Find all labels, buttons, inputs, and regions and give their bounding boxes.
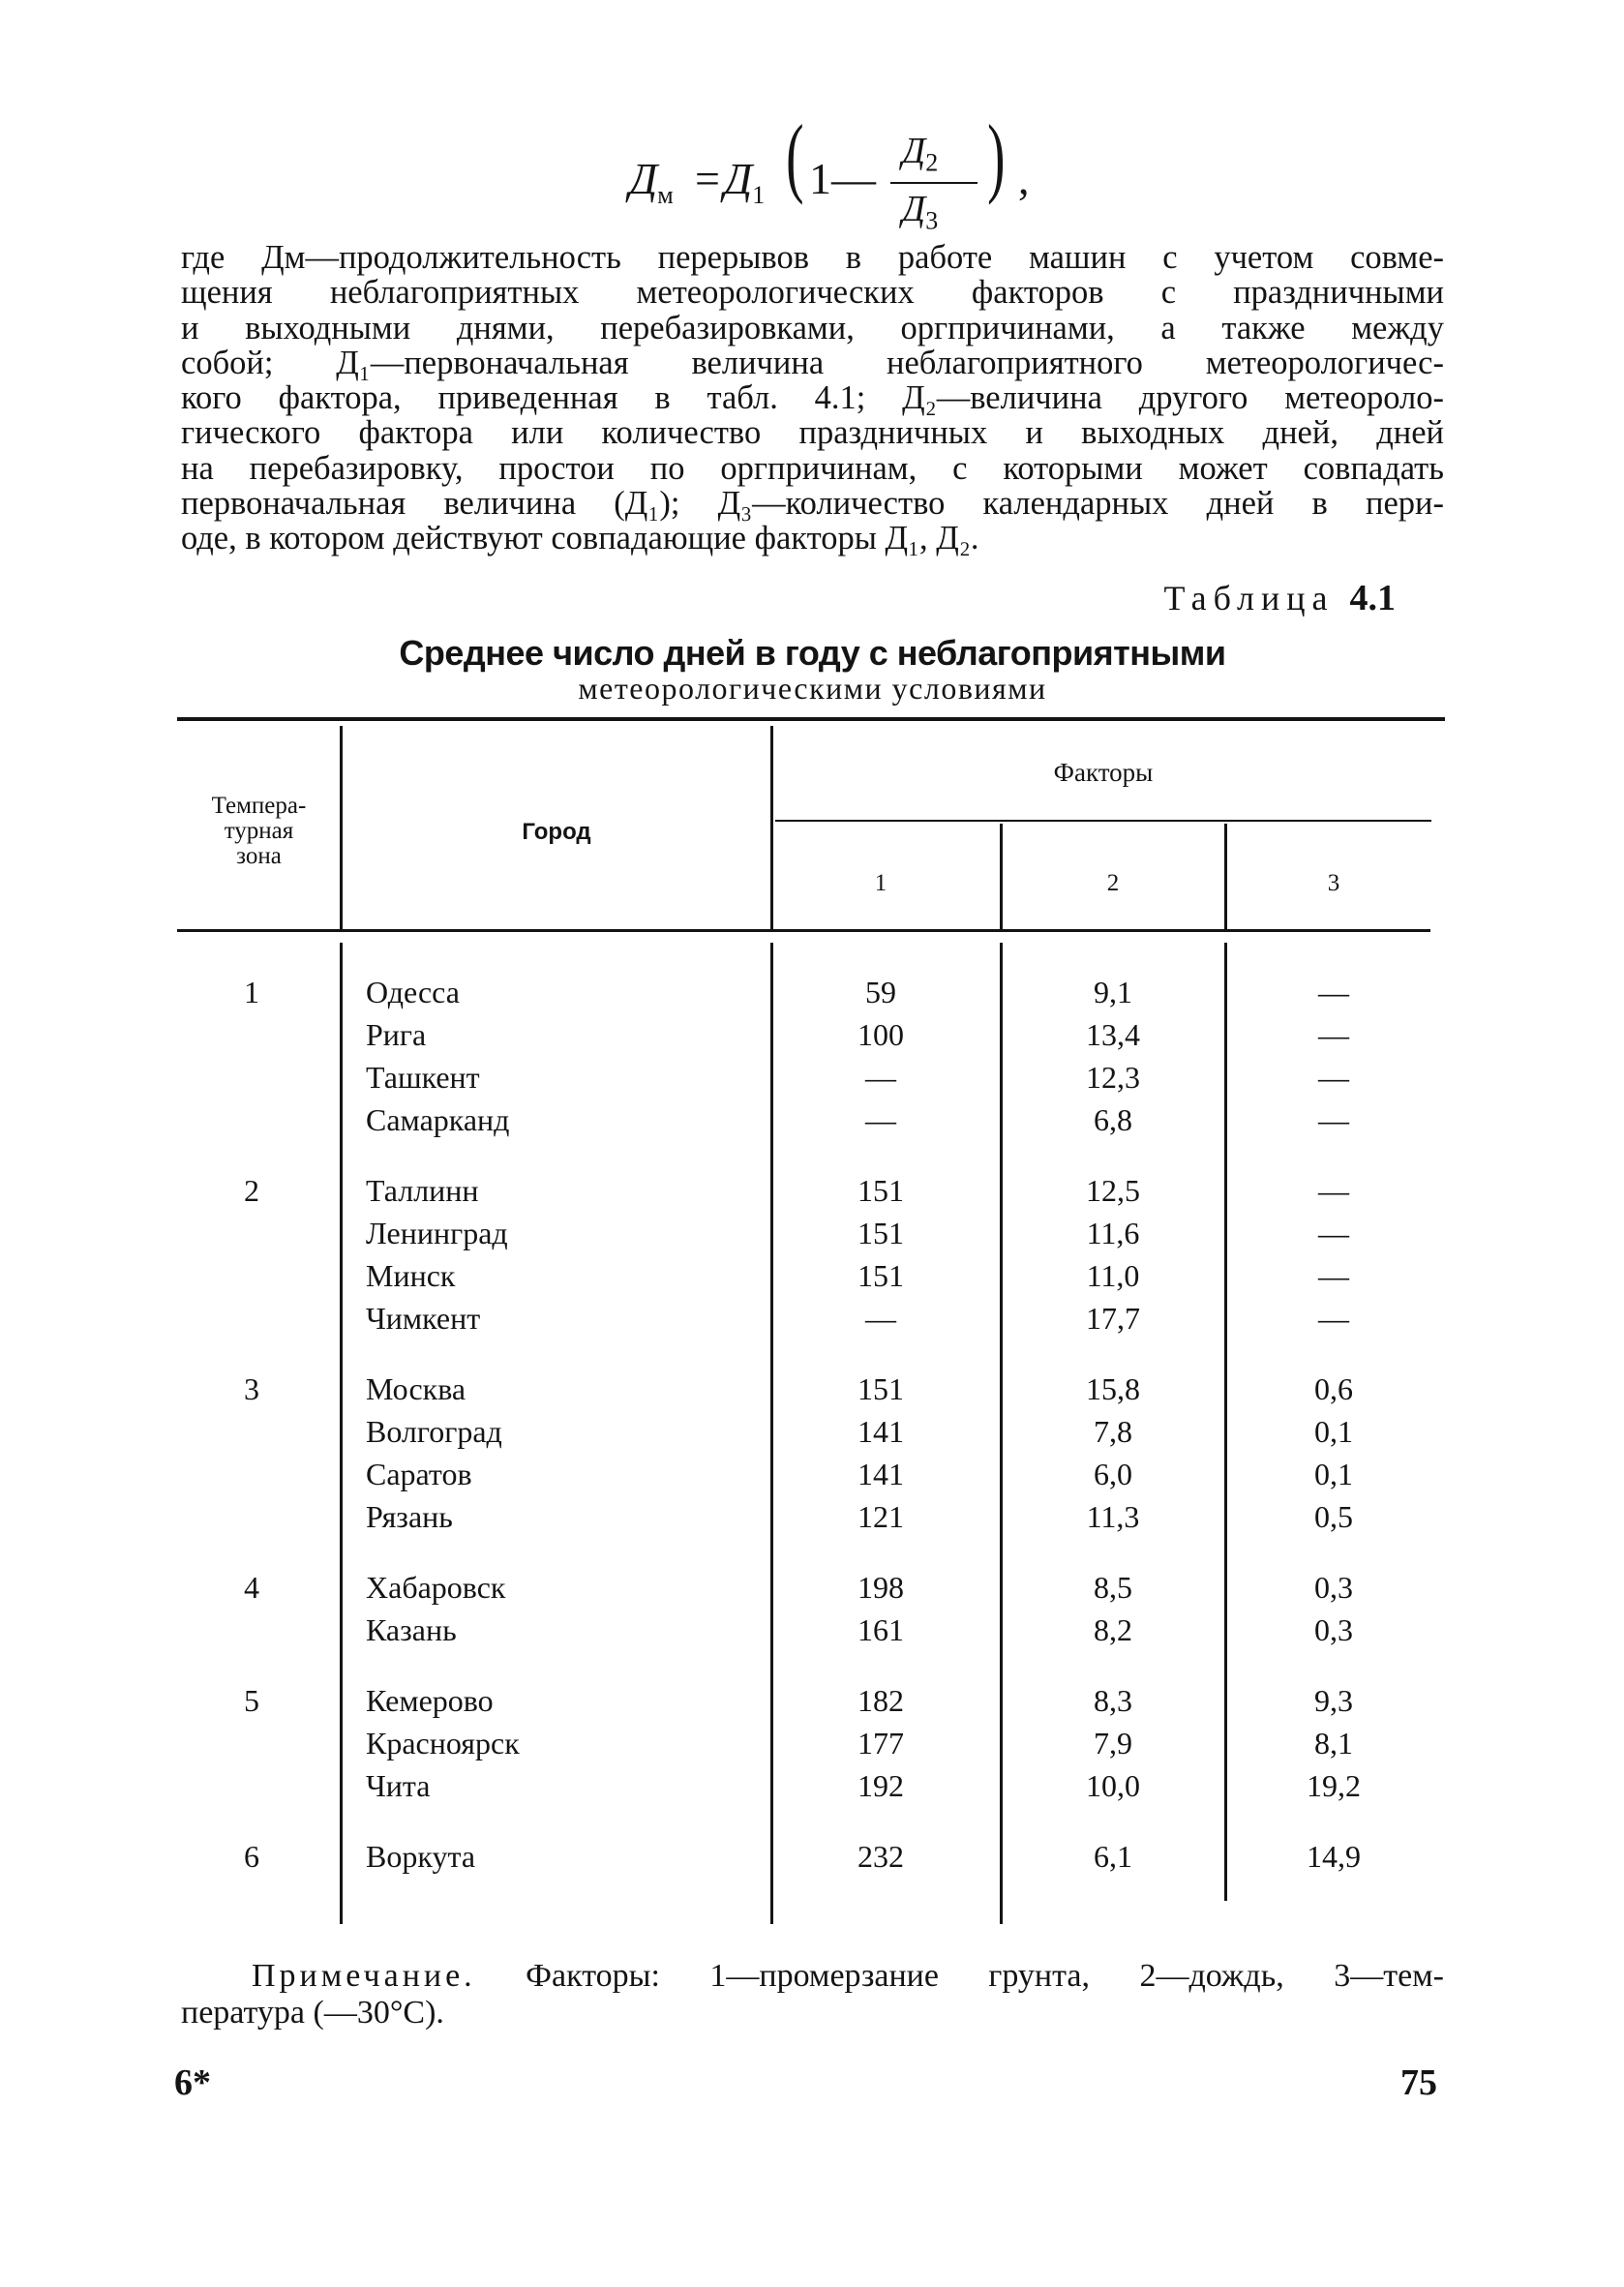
header-divider bbox=[340, 726, 343, 929]
table-cell-f3: — bbox=[1318, 1173, 1349, 1208]
table-cell-f2: 6,1 bbox=[1094, 1839, 1132, 1874]
formula-lhs: $Д_м$ bbox=[629, 154, 674, 210]
table-cell-f2: 8,5 bbox=[1094, 1570, 1132, 1605]
paragraph-line: кого фактора, приведенная в табл. 4.1; Д₂—величина другого метеороло- bbox=[181, 379, 1444, 417]
table-cell-city: Чимкент bbox=[366, 1301, 481, 1336]
table-cell-zone bbox=[232, 1212, 271, 1254]
paragraph-line: оде, в котором действуют совпадающие факторы Д₁, Д₂. bbox=[181, 520, 979, 557]
table-cell-city: Волгоград bbox=[366, 1414, 502, 1449]
note-label: Примечание. bbox=[252, 1958, 476, 1994]
table-cell-f2: 11,6 bbox=[1086, 1216, 1140, 1250]
table-subtitle: метеорологическими условиями bbox=[578, 671, 1047, 706]
header-factor-1: 1 bbox=[874, 870, 887, 896]
table-cell-f2: 11,3 bbox=[1086, 1499, 1140, 1534]
header-factor-2: 2 bbox=[1106, 870, 1120, 896]
formula-left-paren: ( bbox=[786, 106, 804, 205]
table-header-rule bbox=[177, 929, 1430, 932]
table-cell-zone: 3 bbox=[244, 1371, 259, 1406]
table-cell-f1: 198 bbox=[857, 1570, 904, 1605]
table-cell-f2: 12,3 bbox=[1086, 1060, 1140, 1095]
table-cell-zone: 4 bbox=[244, 1570, 259, 1605]
table-cell-city: Самарканд bbox=[366, 1102, 510, 1137]
paragraph-line: гического фактора или количество праздничных и выходных дней, дней bbox=[181, 414, 1444, 452]
table-cell-f2: 17,7 bbox=[1086, 1301, 1140, 1336]
table-cell-f3: 0,3 bbox=[1314, 1570, 1353, 1605]
header-factors: Факторы bbox=[1053, 758, 1154, 787]
table-cell-f2: 7,9 bbox=[1094, 1726, 1132, 1760]
table-cell-f3: — bbox=[1318, 1216, 1349, 1250]
table-cell-city: Красноярск bbox=[366, 1726, 520, 1760]
table-cell-city: Ташкент bbox=[366, 1060, 480, 1095]
body-divider bbox=[770, 943, 773, 1924]
note-line-2: пература (—30°С). bbox=[181, 1995, 444, 2031]
table-cell-zone bbox=[232, 1013, 271, 1056]
table-cell-f1: 192 bbox=[857, 1768, 904, 1803]
table-cell-f1: 121 bbox=[857, 1499, 904, 1534]
table-cell-f1: 59 bbox=[865, 975, 896, 1009]
table-cell-f2: 8,2 bbox=[1094, 1612, 1132, 1647]
paragraph-line: первоначальная величина (Д₁); Д₃—количество календарных дней в пери- bbox=[181, 485, 1444, 523]
paragraph-line: и выходными днями, перебазировками, оргпричинами, а также между bbox=[181, 309, 1444, 346]
note-line-1: Факторы: 1—промерзание грунта, 2—дождь, 3—тем- bbox=[526, 1958, 1444, 1994]
table-cell-f1: 151 bbox=[857, 1258, 904, 1293]
formula-comma: , bbox=[1018, 154, 1030, 203]
table-cell-f1: 232 bbox=[857, 1839, 904, 1874]
table-cell-f3: — bbox=[1318, 1017, 1349, 1052]
formula-d1: $Д_1$ bbox=[724, 154, 766, 210]
table-cell-f3: 8,1 bbox=[1314, 1726, 1353, 1760]
table-cell-zone bbox=[232, 1098, 271, 1141]
table-cell-f2: 10,0 bbox=[1086, 1768, 1140, 1803]
table-cell-f2: 8,3 bbox=[1094, 1683, 1132, 1718]
table-cell-f2: 13,4 bbox=[1086, 1017, 1140, 1052]
table-cell-city: Рязань bbox=[366, 1499, 453, 1534]
table-cell-f2: 15,8 bbox=[1086, 1371, 1140, 1406]
table-cell-zone bbox=[232, 1410, 271, 1453]
table-cell-zone: 6 bbox=[244, 1839, 259, 1874]
formula-numerator: $Д_2$ bbox=[902, 131, 939, 177]
formula-one-minus: 1— bbox=[809, 154, 876, 203]
table-cell-f1: 141 bbox=[857, 1457, 904, 1491]
table-cell-f2: 6,8 bbox=[1094, 1102, 1132, 1137]
table-cell-f2: 12,5 bbox=[1086, 1173, 1140, 1208]
header-divider bbox=[1000, 824, 1003, 929]
table-cell-zone bbox=[232, 1297, 271, 1339]
table-cell-zone bbox=[232, 1495, 271, 1538]
header-zone: Темпера- турная зона bbox=[211, 793, 307, 869]
table-cell-f1: — bbox=[865, 1301, 896, 1336]
table-cell-f3: — bbox=[1318, 1102, 1349, 1137]
paragraph-line: где Дм—продолжительность перерывов в работе машин с учетом совме- bbox=[181, 239, 1444, 276]
table-cell-f1: 151 bbox=[857, 1173, 904, 1208]
table-cell-f3: — bbox=[1318, 1258, 1349, 1293]
header-divider bbox=[770, 726, 773, 929]
table-cell-f1: 100 bbox=[857, 1017, 904, 1052]
table-cell-f3: — bbox=[1318, 975, 1349, 1009]
table-cell-f3: 0,1 bbox=[1314, 1457, 1353, 1491]
explanation-paragraph bbox=[181, 240, 1444, 557]
table-cell-f3: 0,3 bbox=[1314, 1612, 1353, 1647]
table-note bbox=[181, 1958, 1444, 2031]
table-cell-f3: — bbox=[1318, 1060, 1349, 1095]
table-cell-f1: 151 bbox=[857, 1371, 904, 1406]
table-cell-f1: 182 bbox=[857, 1683, 904, 1718]
table-cell-f1: 177 bbox=[857, 1726, 904, 1760]
table-cell-f2: 11,0 bbox=[1086, 1258, 1140, 1293]
table-cell-f3: 19,2 bbox=[1307, 1768, 1361, 1803]
formula-fraction-bar bbox=[890, 182, 977, 184]
table-cell-city: Кемерово bbox=[366, 1683, 494, 1718]
table-top-rule bbox=[177, 717, 1445, 721]
table-cell-zone bbox=[232, 1056, 271, 1098]
formula-denominator: $Д_3$ bbox=[902, 189, 939, 235]
table-cell-zone bbox=[232, 1254, 271, 1297]
table-cell-f2: 9,1 bbox=[1094, 975, 1132, 1009]
table-cell-f3: 14,9 bbox=[1307, 1839, 1361, 1874]
formula bbox=[629, 106, 1036, 242]
paragraph-line: собой; Д₁—первоначальная величина неблагоприятного метеорологичес- bbox=[181, 344, 1444, 381]
header-city: Город bbox=[522, 819, 591, 845]
table-cell-f1: 141 bbox=[857, 1414, 904, 1449]
table-cell-f2: 6,0 bbox=[1094, 1457, 1132, 1491]
table-cell-city: Ленинград bbox=[366, 1216, 508, 1250]
formula-equals: = bbox=[695, 154, 720, 203]
signature-mark: 6* bbox=[174, 2062, 211, 2103]
body-divider bbox=[1224, 943, 1227, 1901]
paragraph-line: щения неблагоприятных метеорологических факторов с праздничными bbox=[181, 274, 1444, 312]
table-cell-zone bbox=[232, 1764, 271, 1807]
table-cell-city: Воркута bbox=[366, 1839, 476, 1874]
paragraph-line: на перебазировку, простои по оргпричинам, с которыми может совпадать bbox=[181, 449, 1444, 487]
table-cell-city: Одесса bbox=[366, 975, 460, 1009]
table-cell-city: Минск bbox=[366, 1258, 456, 1293]
table-cell-f3: 0,6 bbox=[1314, 1371, 1353, 1406]
table-cell-city: Москва bbox=[366, 1371, 466, 1406]
table-cell-zone bbox=[232, 1453, 271, 1495]
table-cell-zone bbox=[232, 1722, 271, 1764]
table-cell-f1: — bbox=[865, 1060, 896, 1095]
factors-underline bbox=[775, 820, 1431, 822]
table-cell-f3: — bbox=[1318, 1301, 1349, 1336]
table-cell-zone: 1 bbox=[244, 975, 259, 1009]
table-cell-city: Рига bbox=[366, 1017, 427, 1052]
table-number: Таблица 4.1 bbox=[1163, 578, 1396, 618]
table-cell-f1: 161 bbox=[857, 1612, 904, 1647]
table-cell-zone bbox=[232, 1609, 271, 1651]
body-divider bbox=[1000, 943, 1003, 1924]
table-cell-f3: 0,1 bbox=[1314, 1414, 1353, 1449]
table-cell-f3: 0,5 bbox=[1314, 1499, 1353, 1534]
table-cell-zone: 5 bbox=[244, 1683, 259, 1718]
table-cell-city: Таллинн bbox=[366, 1173, 479, 1208]
body-divider bbox=[340, 943, 343, 1924]
table-cell-f3: 9,3 bbox=[1314, 1683, 1353, 1718]
header-factor-3: 3 bbox=[1327, 870, 1340, 896]
table-cell-zone: 2 bbox=[244, 1173, 259, 1208]
header-divider bbox=[1224, 824, 1227, 929]
table-cell-city: Казань bbox=[366, 1612, 457, 1647]
table-cell-city: Чита bbox=[366, 1768, 431, 1803]
table-cell-f2: 7,8 bbox=[1094, 1414, 1132, 1449]
table-cell-f1: 151 bbox=[857, 1216, 904, 1250]
table-cell-f1: — bbox=[865, 1102, 896, 1137]
table-title: Среднее число дней в году с неблагоприятными bbox=[399, 633, 1226, 673]
table-cell-city: Хабаровск bbox=[366, 1570, 506, 1605]
table-cell-city: Саратов bbox=[366, 1457, 472, 1491]
formula-right-paren: ) bbox=[987, 106, 1006, 205]
page-number: 75 bbox=[1400, 2062, 1437, 2103]
